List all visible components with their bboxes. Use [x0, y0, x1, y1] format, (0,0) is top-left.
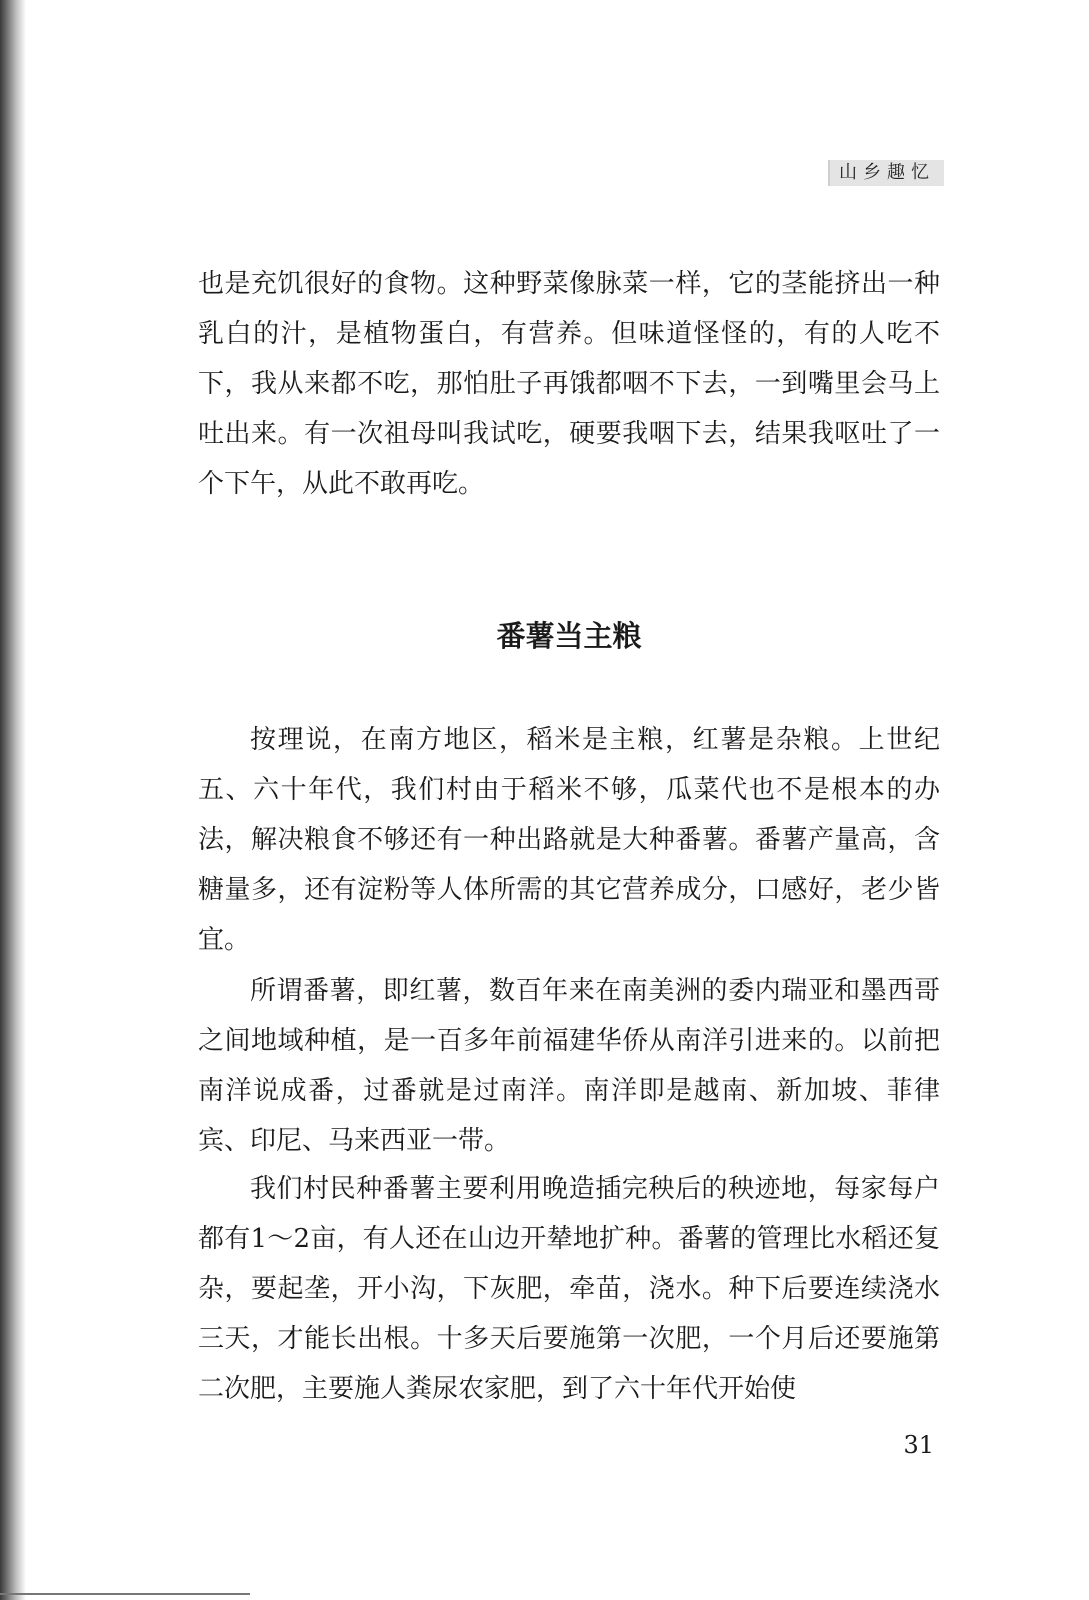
paragraph-3: 我们村民种番薯主要利用晚造插完秧后的秧迹地，每家每户都有1～2亩，有人还在山边开辇地扩种。番薯的管理比水稻还复杂，要起垄，开小沟，下灰肥，牵苗，浇水。种下后要连续浇水三天，才能长出根。十多天后要施第一次肥，一个月后还要施第二次肥，主要施人粪尿农家肥，到了六十年代开始使 — [198, 1174, 940, 1404]
section-title: 番薯当主粮 — [496, 619, 642, 653]
bottom-rule — [0, 1593, 250, 1595]
paragraph-1: 按理说，在南方地区，稻米是主粮，红薯是杂粮。上世纪五、六十年代，我们村由于稻米不够，瓜菜代也不是根本的办法，解决粮食不够还有一种出路就是大种番薯。番薯产量高，含糖量多，还有淀粉等人体所需的其它营养成分，口感好，老少皆宜。 — [198, 725, 940, 955]
paragraph-2: 所谓番薯，即红薯，数百年来在南美洲的委内瑞亚和墨西哥之间地域种植，是一百多年前福建华侨从南洋引进来的。以前把南洋说成番，过番就是过南洋。南洋即是越南、新加坡、菲律宾、印尼、马来西亚一带。 — [198, 976, 940, 1156]
page-number: 31 — [903, 1431, 934, 1459]
page-gutter-shadow — [0, 0, 26, 1600]
paragraph-continued: 也是充饥很好的食物。这种野菜像脉菜一样，它的茎能挤出一种乳白的汁，是植物蛋白，有营养。但味道怪怪的，有的人吃不下，我从来都不吃，那怕肚子再饿都咽不下去，一到嘴里会马上吐出来。有一次祖母叫我试吃，硬要我咽下去，结果我呕吐了一个下午，从此不敢再吃。 — [198, 269, 940, 499]
running-header: 山乡趣忆 — [828, 160, 944, 186]
